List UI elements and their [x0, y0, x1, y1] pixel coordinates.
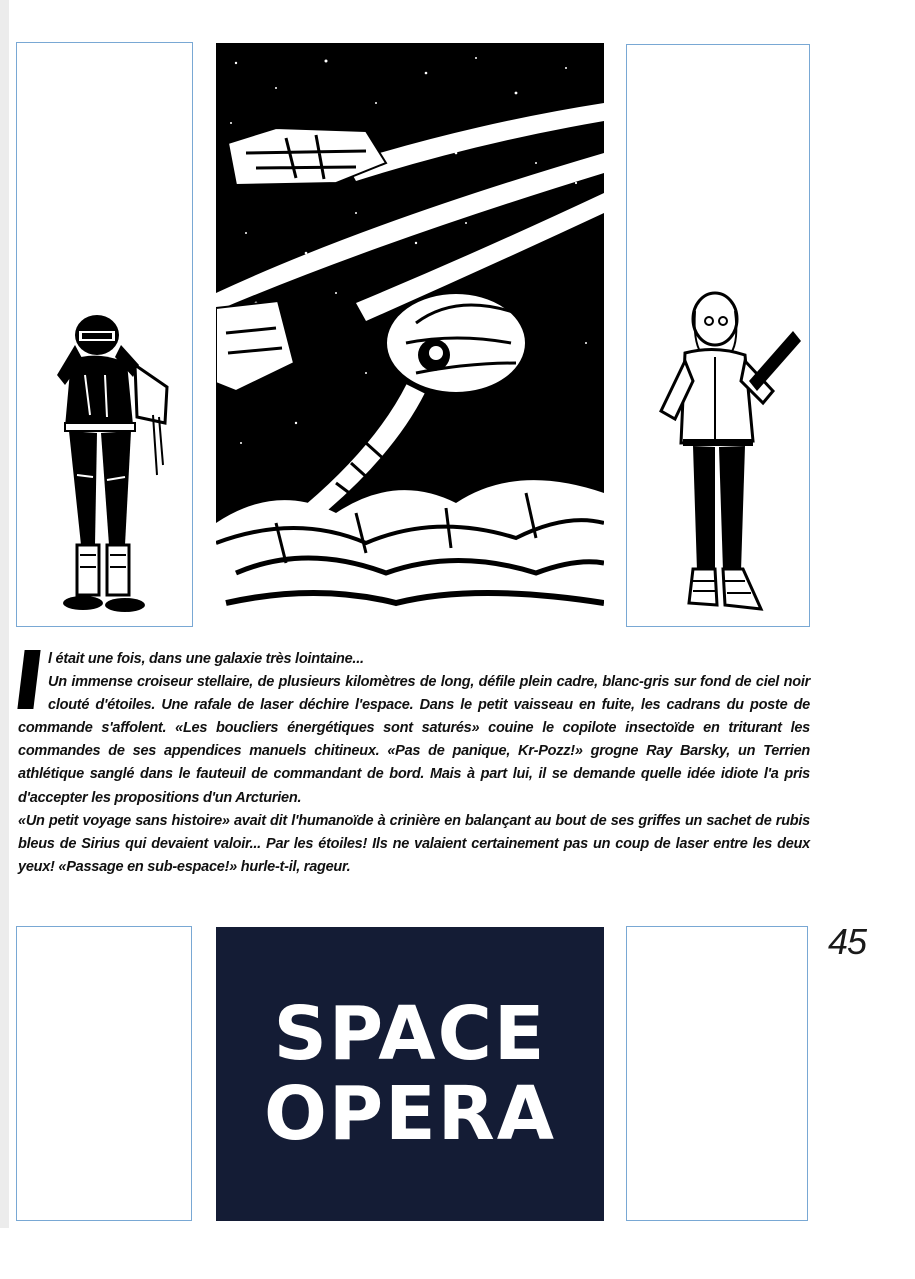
pilot-figure — [35, 305, 185, 625]
left-frame — [16, 42, 193, 627]
article-paragraph-2: Un immense croiseur stellaire, de plusieurs kilomètres de long, défile plein cadre, blanc-gris sur fond de ciel noir clouté d'étoiles. Une rafale de laser déchire l'espace. Dans le petit vaisseau en fuite, les cadrans du poste de commande s'affolent. «Les boucliers énergétiques sont saturés» couine le copilote insectoïde en triturant les commandes de ses appendices manuels chitineux. «Pas de panique, Kr-Pozz!» grogne Ray Barsky, un Terrien athlétique sanglé dans le fauteuil de commandant de bord. Mais à part lui, il se demande quelle idée idiote l'a pris d'accepter les propositions d'un Arcturien. — [18, 674, 810, 806]
title-panel — [216, 927, 604, 1221]
right-frame — [626, 44, 810, 627]
bottom-right-frame — [626, 926, 808, 1221]
bottom-left-frame — [16, 926, 192, 1221]
article-paragraph-3: «Un petit voyage sans histoire» avait dit l'humanoïde à crinière en balançant au bout de ses griffes un sachet de rubis bleus de Sirius qui devaient valoir... Par les étoiles! Ils ne valaient certainement pas un coup de laser entre les deux yeux! «Passage en sub-espace!» hurle-t-il, rageur. — [18, 812, 810, 875]
space-battle-illustration — [216, 43, 604, 627]
alien-figure — [653, 291, 803, 621]
page-edge — [0, 0, 9, 1228]
title-line-1: SPACE — [273, 991, 547, 1077]
page-number: 45 — [828, 921, 867, 962]
article-text — [18, 648, 810, 879]
article-paragraph-1: l était une fois, dans une galaxie très lointaine... — [48, 651, 364, 667]
title-line-2: OPERA — [264, 1071, 556, 1157]
